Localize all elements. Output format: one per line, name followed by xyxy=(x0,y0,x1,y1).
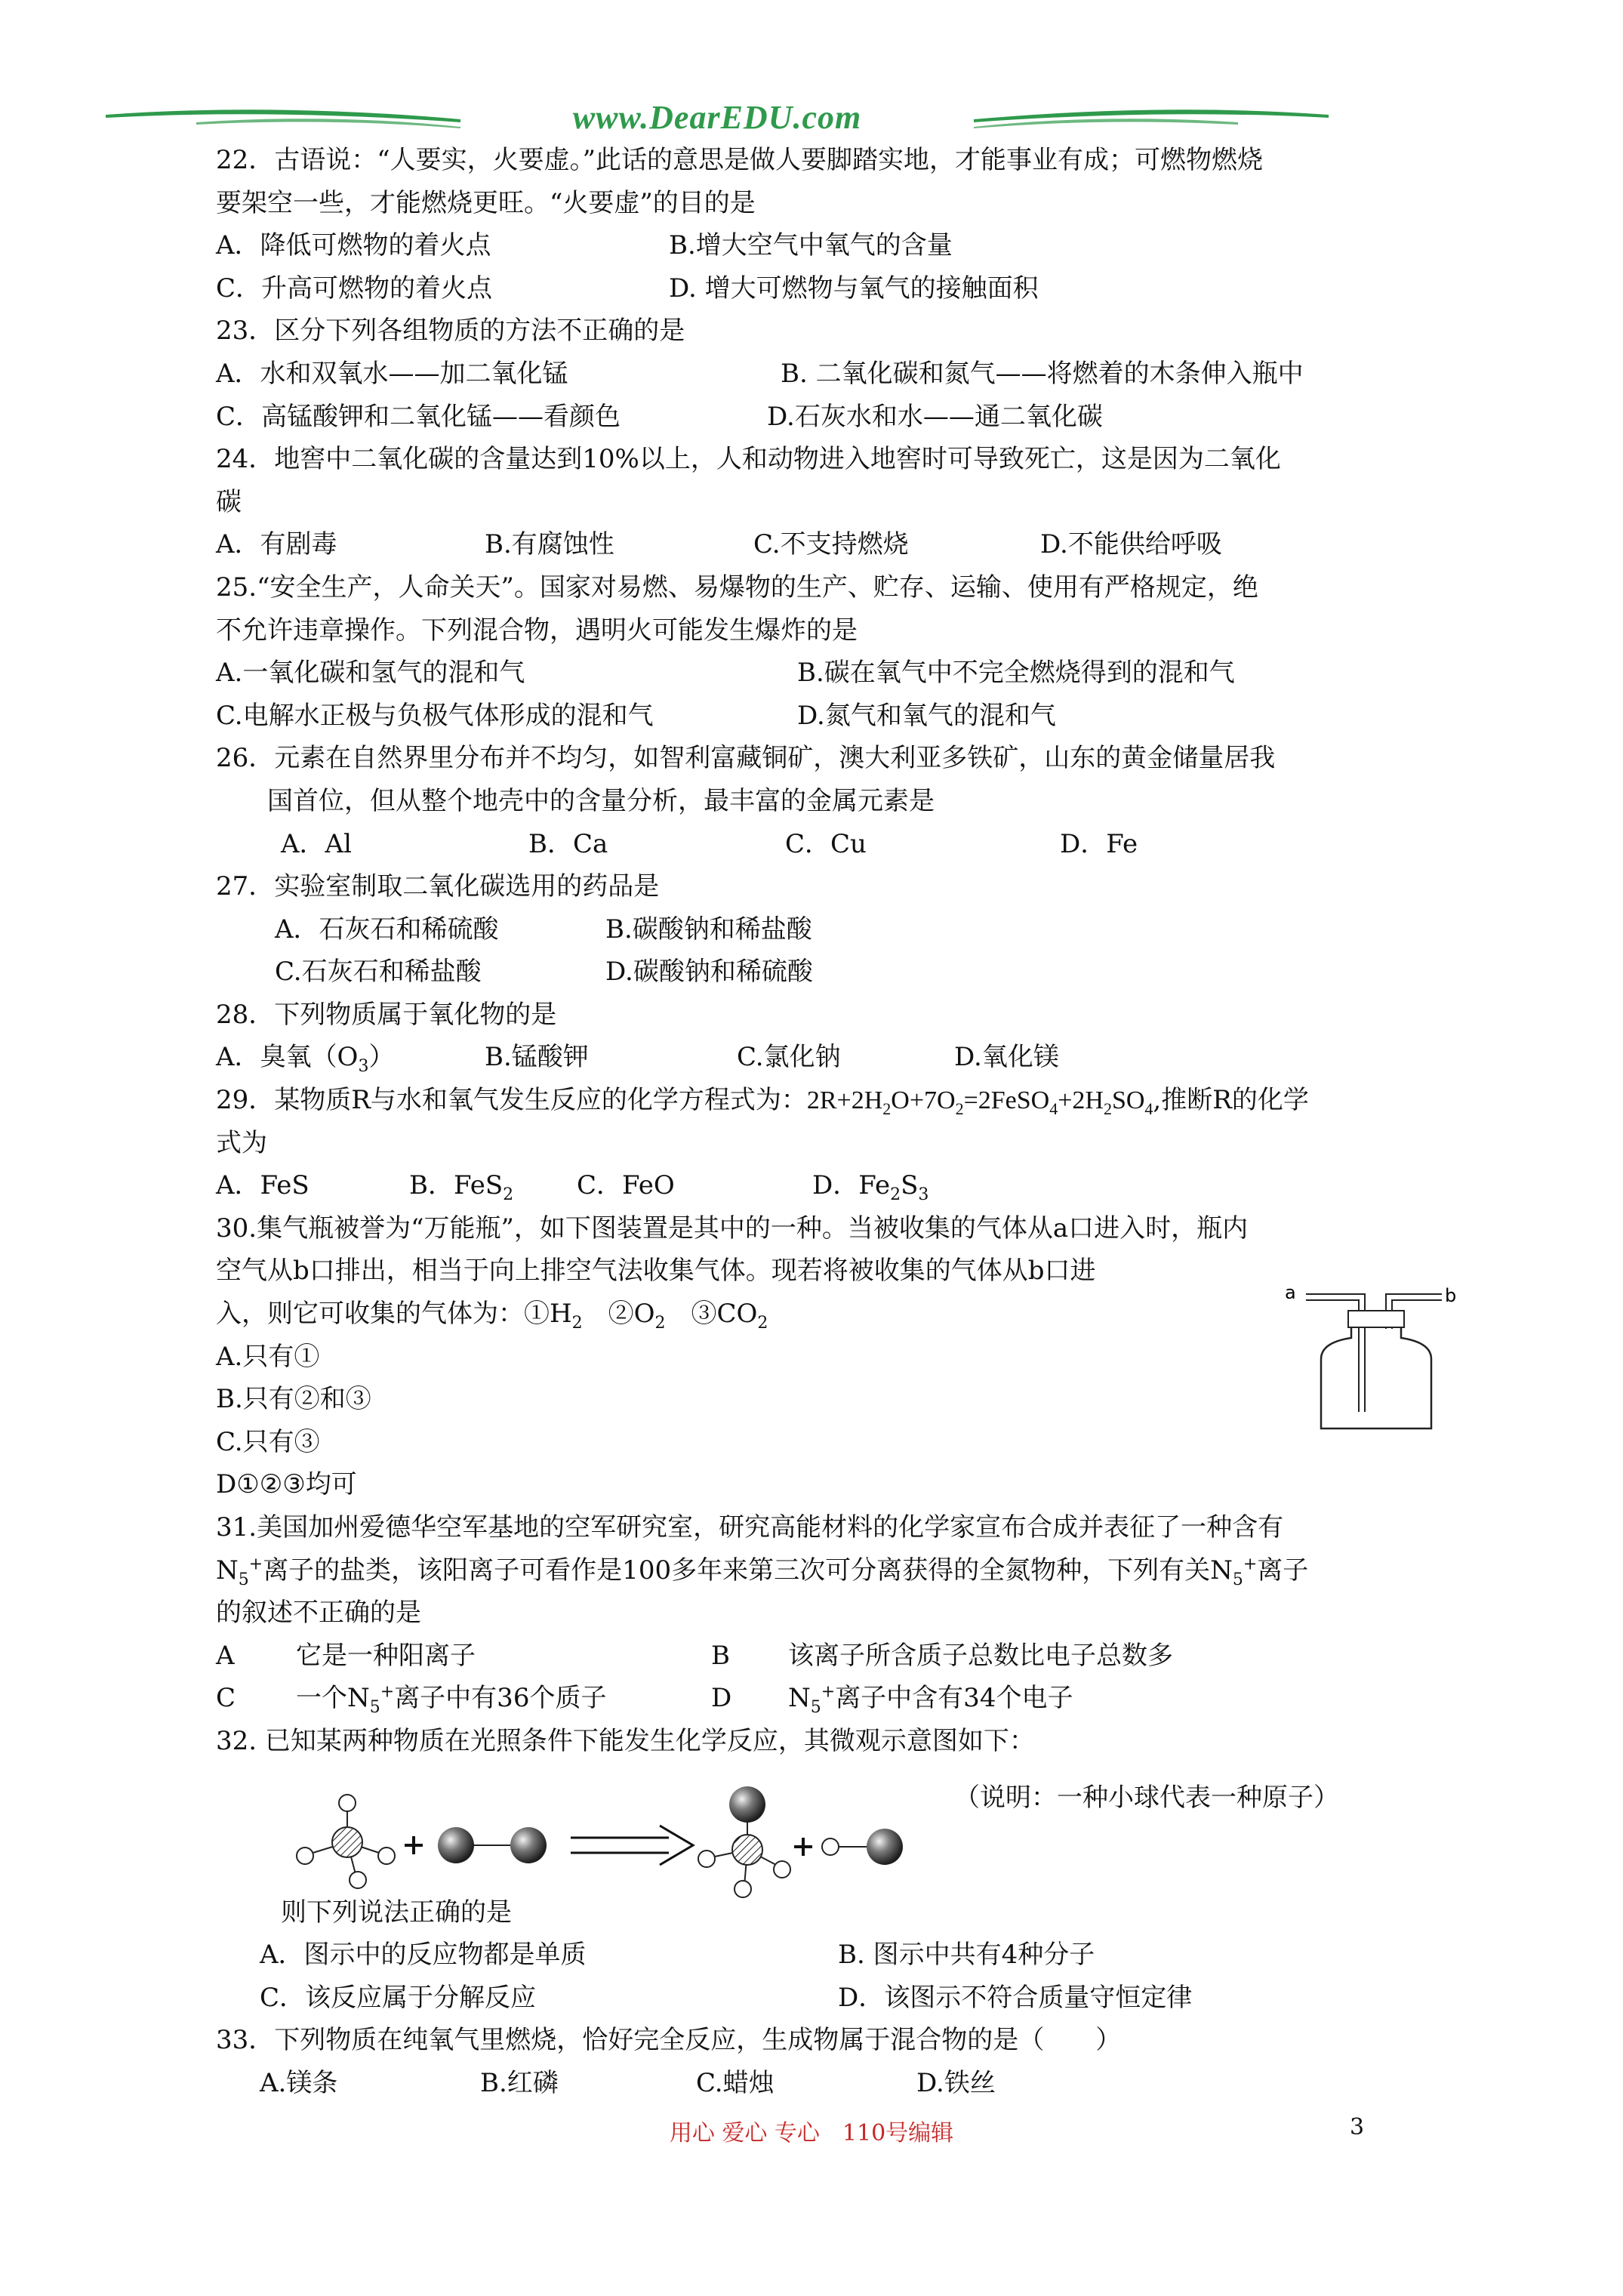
q33-option-c: C.蜡烛 xyxy=(696,2067,775,2098)
q31-stem-line3 xyxy=(216,1592,1416,1635)
q31-option-c xyxy=(296,1677,606,1720)
eq-part: SO xyxy=(1111,1086,1145,1115)
q31-n5-sub: 5 xyxy=(810,1698,821,1718)
q33-option-d: D.铁丝 xyxy=(916,2067,996,2098)
q23-options-ab xyxy=(216,353,1416,396)
q31-stem-2-end: 离子 xyxy=(1257,1555,1309,1586)
q32-options-cd xyxy=(216,1977,1416,2020)
q29-option-c: C．FeO xyxy=(577,1170,675,1201)
q31-n5: N xyxy=(788,1683,811,1714)
q27-stem: 27．实验室制取二氧化碳选用的药品是 xyxy=(216,871,660,902)
q30-option-d-line xyxy=(216,1463,1416,1506)
q30-option-c-line xyxy=(216,1421,1416,1464)
q28-a-pre: A．臭氧（O xyxy=(216,1042,359,1073)
q31-stem-3: 的叙述不正确的是 xyxy=(216,1598,421,1629)
q23-stem-line xyxy=(216,310,1416,353)
q25-options-ab xyxy=(216,652,1416,695)
q28-stem: 28．下列物质属于氧化物的是 xyxy=(216,999,557,1030)
q31-option-c-label: C xyxy=(216,1683,236,1714)
q25-stem-line1 xyxy=(216,566,1416,609)
eq-sub: 2 xyxy=(955,1099,964,1118)
q22-option-a: A．降低可燃物的着火点 xyxy=(216,230,491,261)
q30-option-c: C.只有③ xyxy=(216,1426,320,1457)
q26-stem-line2 xyxy=(216,780,1416,823)
q33-stem-line xyxy=(216,2019,1416,2062)
q29-d-sub1: 2 xyxy=(890,1185,901,1205)
q30-stem-line1 xyxy=(216,1207,1416,1250)
q26-stem-2: 国首位，但从整个地壳中的含量分析，最丰富的金属元素是 xyxy=(267,785,935,816)
q28-stem-line xyxy=(216,994,1416,1037)
q22-stem-1: 22．古语说：“人要实，火要虚。”此话的意思是做人要脚踏实地，才能事业有成；可燃物燃烧 xyxy=(216,145,1264,175)
q29-d-mid: S xyxy=(901,1170,919,1201)
q31-n5: N xyxy=(347,1683,370,1714)
footer-credit: 用心 爱心 专心 110号编辑 xyxy=(669,2120,954,2147)
q31-stem-1: 31.美国加州爱德华空军基地的空军研究室，研究高能材料的化学家宣布合成并表征了一种含有 xyxy=(216,1512,1284,1542)
q22-option-c: C．升高可燃物的着火点 xyxy=(216,273,493,304)
q29-b-sub: 2 xyxy=(503,1185,514,1205)
page-number: 3 xyxy=(1350,2114,1365,2140)
q32-stem-line xyxy=(216,1720,1416,1763)
q25-option-b: B.碳在氧气中不完全燃烧得到的混和气 xyxy=(797,658,1235,689)
reactant-molecule-1 xyxy=(297,1795,395,1888)
q28-option-a xyxy=(216,1036,394,1079)
eq-sub: 4 xyxy=(1049,1099,1058,1118)
q30-gas-o2: ②O xyxy=(582,1299,655,1330)
q22-options-ab xyxy=(216,224,1416,267)
q32-options-ab xyxy=(216,1934,1416,1977)
plus-sign-2 xyxy=(794,1838,812,1856)
q31-option-d-label: D xyxy=(711,1683,732,1714)
q33-stem: 33．下列物质在纯氧气里燃烧，恰好完全反应，生成物属于混合物的是（ ） xyxy=(216,2025,1122,2056)
q31-options-cd xyxy=(216,1677,1416,1720)
q22-options-cd xyxy=(216,267,1416,310)
q23-option-d: D.石灰水和水——通二氧化碳 xyxy=(767,401,1103,432)
q29-options xyxy=(216,1164,1416,1207)
eq-sub: 2 xyxy=(1103,1099,1112,1118)
q29-stem-2: 式为 xyxy=(216,1127,267,1158)
q30-sub-o2: 2 xyxy=(654,1313,666,1333)
q32-stem-2: 则下列说法正确的是 xyxy=(281,1897,512,1928)
eq-part: +2H xyxy=(1058,1086,1104,1115)
page-header xyxy=(106,97,1329,142)
q32-note: （说明：一种小球代表一种原子） xyxy=(954,1782,1339,1813)
q31-n5-sup: + xyxy=(248,1555,263,1574)
q31-d-post: 离子中含有34个电子 xyxy=(835,1683,1073,1714)
q24-stem-line2 xyxy=(216,481,1416,524)
q28-option-d: D.氧化镁 xyxy=(954,1042,1059,1073)
q26-option-c: C．Cu xyxy=(785,828,867,859)
q29-equation xyxy=(806,1086,1153,1118)
q31-n5-sub: 5 xyxy=(369,1698,380,1718)
q27-option-c: C.石灰石和稀盐酸 xyxy=(275,957,482,988)
q29-stem-pre: 29．某物质R与水和氧气发生反应的化学方程式为： xyxy=(216,1085,807,1116)
q25-stem-1: 25.“安全生产，人命关天”。国家对易燃、易爆物的生产、贮存、运输、使用有严格规定，绝 xyxy=(216,572,1258,603)
q30-option-b: B.只有②和③ xyxy=(216,1384,371,1415)
gas-collection-bottle-figure xyxy=(1276,1253,1464,1435)
q30-option-d: D①②③均可 xyxy=(216,1469,357,1500)
q31-n5-sup: + xyxy=(380,1683,395,1703)
q31-n5: N xyxy=(216,1555,239,1586)
eq-part: =2FeSO xyxy=(963,1086,1050,1115)
q29-b-pre: B．FeS xyxy=(409,1170,504,1201)
q30-option-b-line xyxy=(216,1378,1416,1421)
port-a-label: a xyxy=(1285,1282,1296,1303)
q28-a-post: ） xyxy=(368,1042,395,1073)
q30-sub-h2: 2 xyxy=(571,1313,583,1333)
q31-options-ab xyxy=(216,1635,1416,1678)
reactant-molecule-2 xyxy=(438,1827,547,1863)
q25-option-a: A.一氧化碳和氢气的混和气 xyxy=(216,658,525,689)
q24-option-a: A．有剧毒 xyxy=(216,529,337,560)
q24-option-c: C.不支持燃烧 xyxy=(753,529,909,560)
q30-stem-line2 xyxy=(216,1250,1416,1293)
q29-option-a: A．FeS xyxy=(216,1170,310,1201)
q22-option-d: D. 增大可燃物与氧气的接触面积 xyxy=(669,273,1039,304)
q26-stem-1: 26．元素在自然界里分布并不均匀，如智利富藏铜矿，澳大利亚多铁矿，山东的黄金储量居我 xyxy=(216,743,1276,774)
q24-stem-1: 24．地窖中二氧化碳的含量达到10%以上，人和动物进入地窖时可导致死亡，这是因为二氧化 xyxy=(216,444,1281,475)
q27-option-a: A．石灰石和稀硫酸 xyxy=(275,914,499,945)
q28-options xyxy=(216,1036,1416,1079)
q29-option-b xyxy=(409,1164,513,1207)
q31-option-d xyxy=(788,1677,1073,1720)
q24-option-b: B.有腐蚀性 xyxy=(485,529,614,560)
q31-option-b-label: B xyxy=(711,1640,730,1671)
plus-sign-1 xyxy=(405,1836,423,1854)
q24-option-d: D.不能供给呼吸 xyxy=(1040,529,1222,560)
q30-stem-1: 30.集气瓶被誉为“万能瓶”，如下图装置是其中的一种。当被收集的气体从a口进入时，瓶内 xyxy=(216,1213,1249,1244)
q31-stem-line2 xyxy=(216,1549,1416,1592)
q24-options xyxy=(216,523,1416,566)
q27-options-cd xyxy=(216,951,1416,994)
q22-stem-line1 xyxy=(216,139,1416,182)
q30-sub-co2: 2 xyxy=(757,1313,768,1333)
q32-option-a: A．图示中的反应物都是单质 xyxy=(260,1940,587,1971)
q24-stem-line1 xyxy=(216,438,1416,481)
q33-option-b: B.红磷 xyxy=(480,2067,559,2098)
q31-c-pre: 一个 xyxy=(296,1683,347,1714)
q26-option-a: A．Al xyxy=(281,828,352,859)
q31-n5-sub: 5 xyxy=(238,1570,249,1589)
q26-option-b: B．Ca xyxy=(528,828,608,859)
q29-d-sub2: 3 xyxy=(918,1185,929,1205)
q27-option-b: B.碳酸钠和稀盐酸 xyxy=(605,914,812,945)
q22-stem-2: 要架空一些，才能燃烧更旺。“火要虚”的目的是 xyxy=(216,187,756,218)
q31-c-post: 离子中有36个质子 xyxy=(394,1683,607,1714)
q27-options-ab xyxy=(216,908,1416,951)
q30-option-a-line xyxy=(216,1336,1416,1379)
q30-stem-2: 空气从b口排出，相当于向上排空气法收集气体。现若将被收集的气体从b口进 xyxy=(216,1256,1096,1287)
page-footer xyxy=(0,2114,1623,2159)
q30-gas-co2: ③CO xyxy=(665,1299,758,1330)
product-molecule-2 xyxy=(822,1829,903,1865)
q26-options xyxy=(216,823,1416,866)
q23-stem: 23．区分下列各组物质的方法不正确的是 xyxy=(216,316,685,347)
q23-option-a: A．水和双氧水——加二氧化锰 xyxy=(216,358,568,389)
q30-stem-3: 入，则它可收集的气体为：①H xyxy=(216,1299,572,1330)
q29-option-d xyxy=(812,1164,929,1207)
eq-part: 2R+2H xyxy=(806,1086,883,1115)
q30-stem-line3 xyxy=(216,1293,1416,1336)
q25-options-cd xyxy=(216,695,1416,738)
q31-n5: N xyxy=(1210,1555,1233,1586)
port-b-label: b xyxy=(1445,1285,1457,1306)
reaction-diagram xyxy=(287,1782,936,1903)
q30-option-a: A.只有① xyxy=(216,1341,320,1372)
q31-option-a: 它是一种阳离子 xyxy=(296,1640,476,1671)
q31-stem-line1 xyxy=(216,1506,1416,1549)
q29-d-pre: D．Fe xyxy=(812,1170,891,1201)
q25-stem-line2 xyxy=(216,609,1416,652)
reaction-arrow xyxy=(571,1826,693,1865)
q22-option-b: B.增大空气中氧气的含量 xyxy=(669,230,953,261)
q31-n5-sub: 5 xyxy=(1232,1570,1243,1589)
q29-stem-line2 xyxy=(216,1122,1416,1165)
q32-option-d: D．该图示不符合质量守恒定律 xyxy=(838,1982,1193,2013)
q32-stem: 32. 已知某两种物质在光照条件下能发生化学反应，其微观示意图如下： xyxy=(216,1725,1035,1756)
q28-option-c: C.氯化钠 xyxy=(737,1042,841,1073)
q31-option-b: 该离子所含质子总数比电子总数多 xyxy=(788,1640,1173,1671)
eq-part: O+7O xyxy=(891,1086,956,1115)
q32-option-c: C．该反应属于分解反应 xyxy=(260,1982,537,2013)
q33-option-a: A.镁条 xyxy=(260,2067,338,2098)
q23-option-b: B. 二氧化碳和氮气——将燃着的木条伸入瓶中 xyxy=(781,358,1304,389)
q27-option-d: D.碳酸钠和稀硫酸 xyxy=(605,957,813,988)
q31-option-a-label: A xyxy=(216,1640,235,1671)
q27-stem-line xyxy=(216,865,1416,908)
q26-stem-line1 xyxy=(216,737,1416,780)
q25-option-d: D.氮气和氧气的混和气 xyxy=(797,700,1056,731)
q29-stem-post: ,推断R的化学 xyxy=(1153,1085,1309,1116)
q22-stem-line2 xyxy=(216,182,1416,225)
site-brand[interactable]: www.DearEDU.com xyxy=(572,99,862,136)
q32-option-b: B. 图示中共有4种分子 xyxy=(838,1940,1095,1971)
q25-stem-2: 不允许违章操作。下列混合物，遇明火可能发生爆炸的是 xyxy=(216,615,858,646)
q23-option-c: C．高锰酸钾和二氧化锰——看颜色 xyxy=(216,401,621,432)
eq-sub: 4 xyxy=(1144,1099,1153,1118)
q33-options xyxy=(216,2062,1416,2105)
q28-a-sub: 3 xyxy=(358,1057,369,1077)
q23-options-cd xyxy=(216,396,1416,439)
q29-stem-line1 xyxy=(216,1079,1416,1122)
q26-option-d: D．Fe xyxy=(1060,828,1138,859)
product-molecule-1 xyxy=(698,1786,790,1897)
eq-sub: 2 xyxy=(882,1099,892,1118)
q28-option-b: B.锰酸钾 xyxy=(485,1042,589,1073)
q31-n5-sup: + xyxy=(1243,1555,1258,1574)
q24-stem-2: 碳 xyxy=(216,486,242,517)
q25-option-c: C.电解水正极与负极气体形成的混和气 xyxy=(216,700,654,731)
q31-stem-2: 离子的盐类，该阳离子可看作是100多年来第三次可分离获得的全氮物种，下列有关 xyxy=(263,1555,1211,1586)
q31-n5-sup: + xyxy=(821,1683,836,1703)
